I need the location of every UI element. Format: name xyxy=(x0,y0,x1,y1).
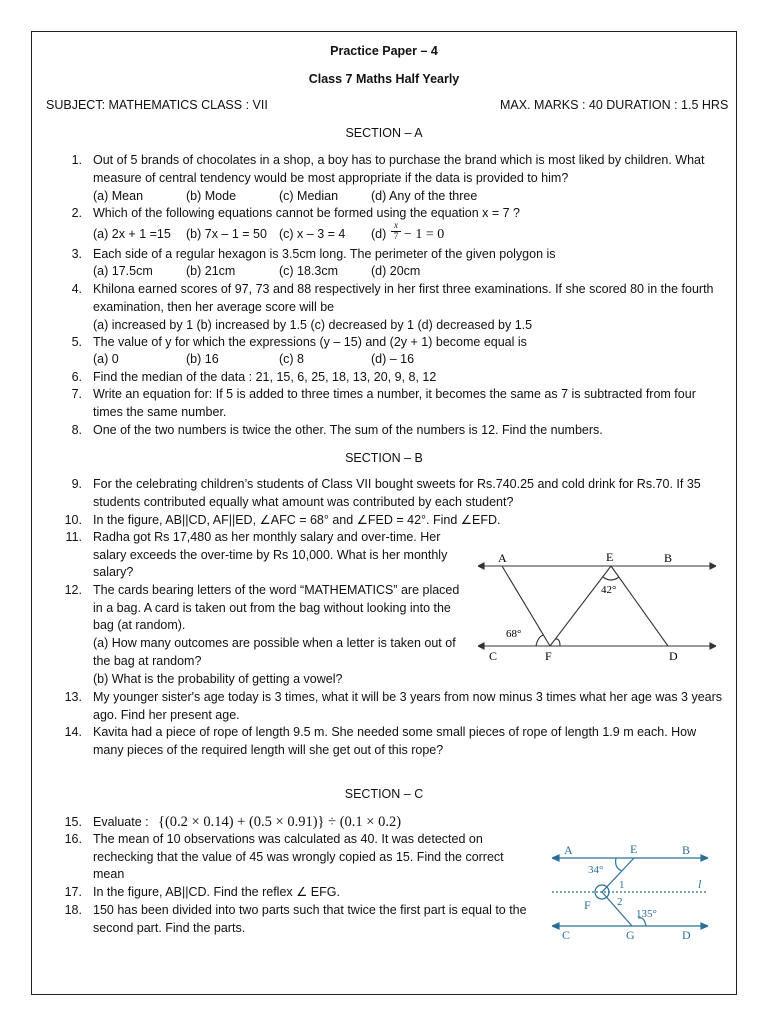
q3-option-d: (d) 20cm xyxy=(371,264,421,278)
q2-fraction-denominator: 7 xyxy=(393,231,399,241)
fig2-angle-2: 2 xyxy=(617,896,623,908)
q7-number: 7. xyxy=(71,387,82,401)
q6-number: 6. xyxy=(71,370,82,384)
fig1-label-e: E xyxy=(606,550,614,564)
q6-text: Find the median of the data : 21, 15, 6, 25, 18, 13, 20, 9, 8, 12 xyxy=(93,370,437,384)
q5-option-d: (d) – 16 xyxy=(371,352,415,366)
q11-number: 11. xyxy=(65,530,82,544)
figure-parallel-lines-2 xyxy=(548,838,714,944)
fig1-label-c: C xyxy=(489,649,498,663)
q12-part-a: (a) How many outcomes are possible when a letter is taken out of the bag at random? xyxy=(93,636,456,668)
q8-number: 8. xyxy=(71,423,82,437)
q5-option-c: (c) 8 xyxy=(279,352,304,366)
fig1-angle-afc: 68° xyxy=(506,628,522,640)
q17-text: In the figure, AB||CD. Find the reflex ∠ EFG. xyxy=(93,885,340,899)
q3-option-c: (c) 18.3cm xyxy=(279,264,339,278)
fig1-label-b: B xyxy=(664,551,673,565)
section-a-heading: SECTION – A xyxy=(345,126,423,140)
q5-option-a: (a) 0 xyxy=(93,352,119,366)
q15-expression: {(0.2 × 0.14) + (0.5 × 0.91)} ÷ (0.1 × 0.2) xyxy=(158,814,402,830)
q7-text: Write an equation for: If 5 is added to three times a number, it becomes the same as 7 is subtracted from four times the same number. xyxy=(93,387,696,419)
fig1-label-f: F xyxy=(545,649,552,663)
paper-subtitle: Class 7 Maths Half Yearly xyxy=(308,72,460,86)
fig2-angle-34: 34° xyxy=(588,864,604,876)
q2-option-a: (a) 2x + 1 =15 xyxy=(93,227,171,241)
q5-number: 5. xyxy=(71,335,82,349)
q3-text: Each side of a regular hexagon is 3.5cm long. The perimeter of the given polygon is xyxy=(93,247,556,261)
q16-number: 16. xyxy=(64,832,82,846)
q16-text: The mean of 10 observations was calculated as 40. It was detected on rechecking that the value of 45 was wrongly copied as 15. Find the correct mean xyxy=(93,832,504,882)
q4-text: Khilona earned scores of 97, 73 and 88 respectively in her first three examinations. If she scored 80 in the fourth examination, then her average score will be xyxy=(93,282,714,314)
fig2-label-g: G xyxy=(626,928,635,942)
q15-number: 15. xyxy=(64,815,82,829)
q5-option-b: (b) 16 xyxy=(186,352,219,366)
q12-number: 12. xyxy=(64,583,82,597)
q3-option-a: (a) 17.5cm xyxy=(93,264,153,278)
q1-number: 1. xyxy=(71,153,82,167)
q9-number: 9. xyxy=(71,477,82,491)
q2-option-d: (d) xyxy=(371,227,387,241)
q2-option-b: (b) 7x – 1 = 50 xyxy=(186,227,267,241)
q1-option-a: (a) Mean xyxy=(93,189,144,203)
fig1-angle-fed: 42° xyxy=(601,584,617,596)
q2-text: Which of the following equations cannot be formed using the equation x = 7 ? xyxy=(93,206,521,220)
fig1-label-a: A xyxy=(498,551,507,565)
q8-text: One of the two numbers is twice the other. The sum of the numbers is 12. Find the numbers. xyxy=(93,423,603,437)
fig2-label-a: A xyxy=(564,843,573,857)
q15-text: Evaluate : xyxy=(93,815,149,829)
fig2-angle-1: 1 xyxy=(619,879,625,891)
q2-option-d-expression: − 1 = 0 xyxy=(404,227,445,242)
q18-number: 18. xyxy=(64,903,82,917)
marks-duration: MAX. MARKS : 40 DURATION : 1.5 HRS xyxy=(500,98,729,112)
q17-number: 17. xyxy=(64,885,82,899)
fig2-label-b: B xyxy=(682,843,691,857)
paper-title: Practice Paper – 4 xyxy=(330,44,438,58)
q4-options: (a) increased by 1 (b) increased by 1.5 (c) decreased by 1 (d) decreased by 1.5 xyxy=(93,318,533,332)
q1-option-d: (d) Any of the three xyxy=(371,189,478,203)
q14-text: Kavita had a piece of rope of length 9.5 m. She needed some small pieces of rope of length 1.9 m each. How many pieces of the required length will she get out of this rope? xyxy=(93,725,697,757)
q3-number: 3. xyxy=(71,247,82,261)
q1-option-c: (c) Median xyxy=(279,189,339,203)
q2-number: 2. xyxy=(71,206,82,220)
fig2-label-d: D xyxy=(682,928,691,942)
q18-text: 150 has been divided into two parts such that twice the first part is equal to the second part. Find the parts. xyxy=(93,903,527,935)
q11-text: Radha got Rs 17,480 as her monthly salary and over-time. Her salary exceeds the over-time by Rs 10,000. What is her monthly salary? xyxy=(93,530,448,580)
fig2-label-f: F xyxy=(584,898,591,912)
q13-text: My younger sister's age today is 3 times, what it will be 3 years from now minus 3 times what her age was 3 years ago. Find her present age. xyxy=(93,690,723,722)
q2-fraction-numerator: x xyxy=(394,220,398,230)
q10-number: 10. xyxy=(64,513,82,527)
q4-number: 4. xyxy=(71,282,82,296)
fig2-label-e: E xyxy=(630,842,638,856)
q1-text: Out of 5 brands of chocolates in a shop, a boy has to purchase the brand which is most liked by children. What measure of central tendency would be most appropriate if the data is provided to him? xyxy=(93,153,705,185)
q2-option-c: (c) x – 3 = 4 xyxy=(279,227,346,241)
fig2-line-l: l xyxy=(698,877,702,891)
figure-parallel-lines-1 xyxy=(470,548,720,668)
section-c-heading: SECTION – C xyxy=(344,787,424,801)
q1-option-b: (b) Mode xyxy=(186,189,237,203)
fig2-label-c: C xyxy=(562,928,571,942)
q10-text: In the figure, AB||CD, AF||ED, ∠AFC = 68° and ∠FED = 42°. Find ∠EFD. xyxy=(93,513,501,527)
fig1-label-d: D xyxy=(669,649,678,663)
fig2-angle-135: 135° xyxy=(636,908,657,920)
section-b-heading: SECTION – B xyxy=(345,451,423,465)
q12-text: The cards bearing letters of the word “MATHEMATICS” are placed in a bag. A card is taken out from the bag without looking into the bag (at random). xyxy=(93,583,460,633)
q3-option-b: (b) 21cm xyxy=(186,264,236,278)
q14-number: 14. xyxy=(64,725,82,739)
subject-line: SUBJECT: MATHEMATICS CLASS : VII xyxy=(46,98,268,112)
q5-text: The value of y for which the expressions (y – 15) and (2y + 1) become equal is xyxy=(93,335,527,349)
q9-text: For the celebrating children’s students of Class VII bought sweets for Rs.740.25 and cold drink for Rs.70. If 35 students contributed equally what amount was contributed by each student? xyxy=(93,477,701,509)
q12-part-b: (b) What is the probability of getting a vowel? xyxy=(93,672,343,686)
q13-number: 13. xyxy=(64,690,82,704)
